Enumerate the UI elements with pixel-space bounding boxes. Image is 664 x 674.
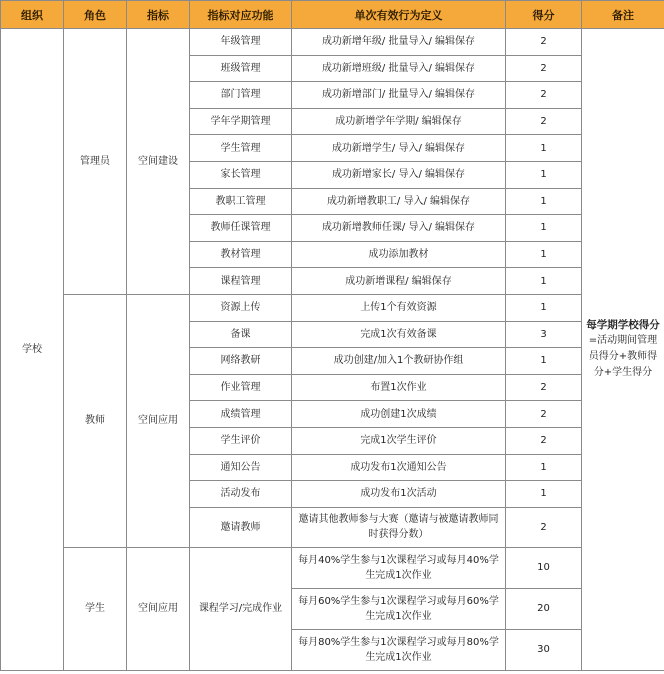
score-cell: 1: [506, 348, 582, 375]
score-cell: 1: [506, 188, 582, 215]
score-cell: 1: [506, 294, 582, 321]
score-cell: 2: [506, 29, 582, 56]
col-header-definition: 单次有效行为定义: [292, 1, 506, 29]
function-cell: 家长管理: [190, 161, 292, 188]
role-cell-admin: 管理员: [64, 29, 127, 295]
definition-cell: 完成1次学生评价: [292, 427, 506, 454]
role-cell-student: 学生: [64, 547, 127, 670]
note-text: =活动期间管理员得分+教师得分+学生得分: [588, 334, 658, 378]
score-cell: 2: [506, 427, 582, 454]
table-row: [1, 29, 664, 56]
definition-cell: 成功新增学生/ 导入/ 编辑保存: [292, 135, 506, 162]
definition-cell: 成功新增年级/ 批量导入/ 编辑保存: [292, 29, 506, 56]
definition-cell: 成功新增教职工/ 导入/ 编辑保存: [292, 188, 506, 215]
note-cell: [582, 29, 664, 671]
score-cell: 10: [506, 547, 582, 588]
definition-cell: 成功新增家长/ 导入/ 编辑保存: [292, 161, 506, 188]
function-cell: 成绩管理: [190, 401, 292, 428]
col-header-note: 备注: [582, 1, 664, 29]
function-cell: 学生管理: [190, 135, 292, 162]
function-cell: 班级管理: [190, 55, 292, 82]
definition-cell: 成功新增部门/ 批量导入/ 编辑保存: [292, 82, 506, 109]
indicator-cell-teacher: 空间应用: [127, 294, 190, 547]
score-cell: 20: [506, 588, 582, 629]
table-row: [1, 294, 664, 321]
definition-cell: 成功新增学年学期/ 编辑保存: [292, 108, 506, 135]
role-cell-teacher: 教师: [64, 294, 127, 547]
score-cell: 1: [506, 135, 582, 162]
definition-cell: 成功发布1次通知公告: [292, 454, 506, 481]
col-header-org: 组织: [1, 1, 64, 29]
definition-cell: 成功发布1次活动: [292, 481, 506, 508]
definition-cell: 邀请其他教师参与大赛（邀请与被邀请教师同时获得分数）: [292, 507, 506, 547]
function-cell: 通知公告: [190, 454, 292, 481]
score-cell: 2: [506, 108, 582, 135]
function-cell: 网络教研: [190, 348, 292, 375]
score-cell: 30: [506, 629, 582, 670]
indicator-cell-admin: 空间建设: [127, 29, 190, 295]
function-cell: 年级管理: [190, 29, 292, 56]
definition-cell: 成功新增教师任课/ 导入/ 编辑保存: [292, 215, 506, 242]
indicator-cell-student: 空间应用: [127, 547, 190, 670]
function-cell: 教材管理: [190, 241, 292, 268]
definition-cell: 成功创建/加入1个教研协作组: [292, 348, 506, 375]
function-cell: 教职工管理: [190, 188, 292, 215]
function-cell: 作业管理: [190, 374, 292, 401]
function-cell: 活动发布: [190, 481, 292, 508]
score-cell: 2: [506, 55, 582, 82]
score-cell: 1: [506, 454, 582, 481]
score-cell: 1: [506, 215, 582, 242]
definition-cell: 上传1个有效资源: [292, 294, 506, 321]
function-cell: 学年学期管理: [190, 108, 292, 135]
score-cell: 2: [506, 374, 582, 401]
score-cell: 3: [506, 321, 582, 348]
function-cell: 邀请教师: [190, 507, 292, 547]
function-cell: 资源上传: [190, 294, 292, 321]
org-cell: 学校: [1, 29, 64, 671]
definition-cell: 完成1次有效备课: [292, 321, 506, 348]
function-cell: 课程管理: [190, 268, 292, 295]
function-cell: 备课: [190, 321, 292, 348]
col-header-score: 得分: [506, 1, 582, 29]
score-cell: 1: [506, 241, 582, 268]
score-cell: 2: [506, 507, 582, 547]
definition-cell: 每月60%学生参与1次课程学习或每月60%学生完成1次作业: [292, 588, 506, 629]
header-row: [1, 1, 664, 29]
col-header-indicator: 指标: [127, 1, 190, 29]
score-cell: 2: [506, 82, 582, 109]
score-cell: 1: [506, 268, 582, 295]
function-cell-student: 课程学习/完成作业: [190, 547, 292, 670]
function-cell: 学生评价: [190, 427, 292, 454]
function-cell: 教师任课管理: [190, 215, 292, 242]
score-cell: 1: [506, 161, 582, 188]
definition-cell: 布置1次作业: [292, 374, 506, 401]
score-cell: 1: [506, 481, 582, 508]
definition-cell: 每月40%学生参与1次课程学习或每月40%学生完成1次作业: [292, 547, 506, 588]
col-header-role: 角色: [64, 1, 127, 29]
note-title: 每学期学校得分: [586, 318, 660, 331]
table-row: [1, 547, 664, 588]
definition-cell: 成功新增课程/ 编辑保存: [292, 268, 506, 295]
definition-cell: 成功新增班级/ 批量导入/ 编辑保存: [292, 55, 506, 82]
definition-cell: 成功创建1次成绩: [292, 401, 506, 428]
function-cell: 部门管理: [190, 82, 292, 109]
col-header-function: 指标对应功能: [190, 1, 292, 29]
score-cell: 2: [506, 401, 582, 428]
definition-cell: 每月80%学生参与1次课程学习或每月80%学生完成1次作业: [292, 629, 506, 670]
definition-cell: 成功添加教材: [292, 241, 506, 268]
